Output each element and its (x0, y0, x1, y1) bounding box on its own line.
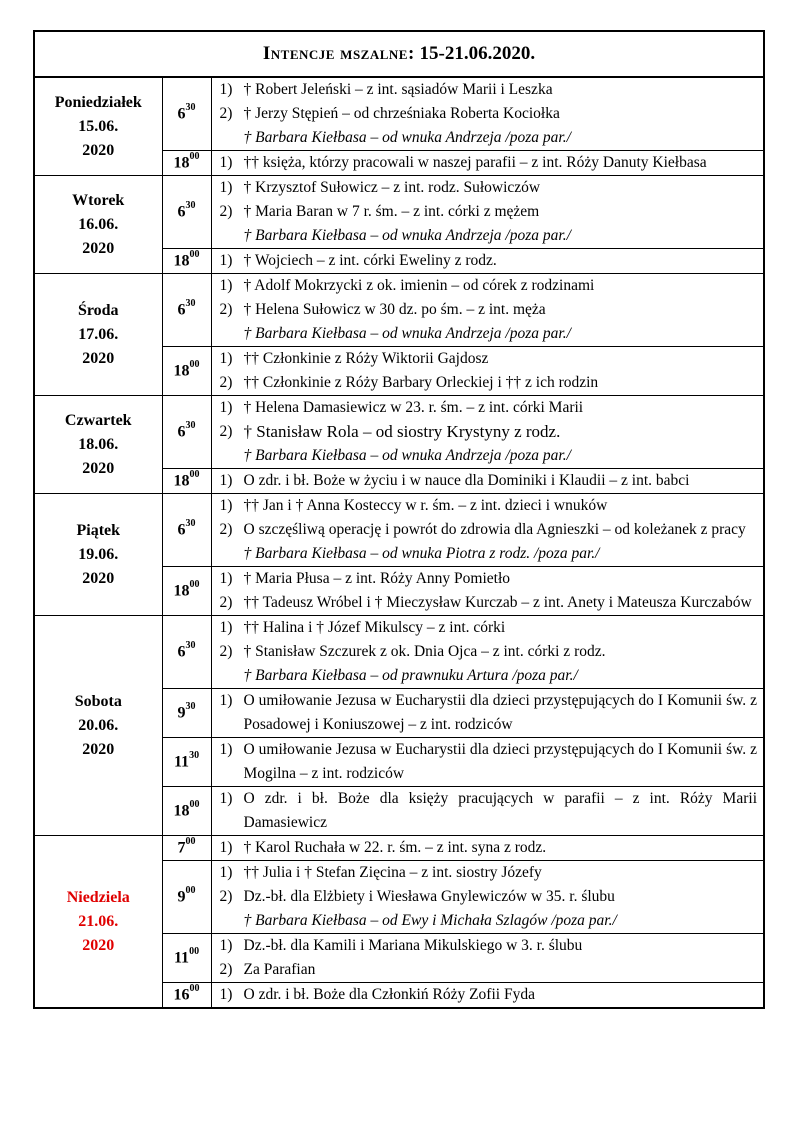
intention-number: 2) (219, 301, 233, 318)
mass-hour: 18 (173, 582, 190, 600)
mass-hour: 16 (173, 986, 190, 1004)
mass-minute: 00 (189, 579, 200, 591)
mass-time (162, 567, 211, 616)
mass-minute: 30 (185, 102, 196, 114)
day-cell (34, 494, 162, 616)
intentions-cell (211, 494, 764, 567)
intention-text: † Barbara Kiełbasa – od prawnuku Artura /poza par./ (243, 667, 578, 684)
intention-item (220, 274, 758, 298)
intentions-cell (211, 689, 764, 738)
day-date: 17.06. (78, 325, 119, 343)
mass-row (34, 396, 764, 469)
intention-text: † Helena Damasiewicz w 23. r. śm. – z int. córki Marii (243, 399, 584, 416)
intention-number: 2) (219, 374, 233, 391)
mass-minute: 30 (185, 640, 196, 652)
mass-hour: 6 (177, 203, 186, 221)
day-date: 16.06. (78, 215, 119, 233)
intention-number: 2) (219, 203, 233, 220)
mass-row (34, 176, 764, 249)
title-label: Intencje mszalne: (262, 43, 415, 64)
intentions-table (33, 30, 765, 1009)
mass-hour: 6 (177, 423, 186, 441)
intention-number: 1) (219, 790, 233, 807)
intention-text: O zdr. i bł. Boże dla księży pracujących w parafii – z int. Róży Marii Damasiewicz (243, 790, 757, 831)
mass-time (162, 176, 211, 249)
intention-number: 1) (219, 472, 233, 489)
day-year: 2020 (82, 936, 115, 954)
mass-time (162, 249, 211, 274)
intentions-cell (211, 861, 764, 934)
day-name: Czwartek (64, 411, 132, 429)
intention-text: † Barbara Kiełbasa – od wnuka Andrzeja /poza par./ (243, 129, 571, 146)
mass-minute: 00 (185, 836, 196, 848)
mass-hour: 18 (173, 362, 190, 380)
intentions-cell (211, 934, 764, 983)
intention-text: † Stanisław Szczurek z ok. Dnia Ojca – z int. córki z rodz. (243, 643, 606, 660)
mass-time (162, 77, 211, 151)
mass-hour: 9 (177, 704, 186, 722)
day-date: 18.06. (78, 435, 119, 453)
intention-text: †† Tadeusz Wróbel i † Mieczysław Kurczab – z int. Anety i Mateusza Kurczabów (243, 594, 752, 611)
mass-minute: 30 (185, 518, 196, 530)
mass-hour: 6 (177, 301, 186, 319)
intention-number: 1) (219, 399, 233, 416)
intention-number: 1) (219, 937, 233, 954)
intentions-cell (211, 616, 764, 689)
intention-number: 1) (219, 350, 233, 367)
intention-text: † Barbara Kiełbasa – od wnuka Andrzeja /poza par./ (243, 325, 571, 342)
intentions-cell (211, 983, 764, 1009)
intentions-cell (211, 738, 764, 787)
intentions-cell (211, 151, 764, 176)
title-date-range: 15-21.06.2020. (419, 43, 536, 64)
mass-hour: 7 (177, 839, 186, 857)
day-name: Poniedziałek (54, 93, 142, 111)
mass-time (162, 836, 211, 861)
mass-minute: 00 (189, 151, 200, 163)
mass-time (162, 151, 211, 176)
intention-item (220, 958, 758, 982)
intention-number: 2) (219, 594, 233, 611)
intention-item (220, 885, 758, 909)
intention-text: †† Halina i † Józef Mikulscy – z int. córki (243, 619, 506, 636)
mass-hour: 6 (177, 105, 186, 123)
intention-number: 2) (219, 888, 233, 905)
intention-number: 2) (219, 423, 233, 440)
intention-item (220, 371, 758, 395)
mass-minute: 00 (189, 249, 200, 261)
mass-row (34, 77, 764, 151)
intention-item (220, 126, 758, 150)
mass-row (34, 616, 764, 689)
intention-number: 1) (219, 81, 233, 98)
intention-item (220, 664, 758, 688)
intention-item (220, 983, 758, 1007)
mass-time (162, 347, 211, 396)
mass-hour: 11 (173, 753, 190, 771)
intention-number: 1) (219, 619, 233, 636)
day-date: 20.06. (78, 716, 119, 734)
intentions-cell (211, 77, 764, 151)
day-name: Sobota (74, 692, 122, 710)
intention-item (220, 836, 758, 860)
mass-time (162, 934, 211, 983)
day-cell (34, 396, 162, 494)
mass-time (162, 787, 211, 836)
mass-row (34, 274, 764, 347)
intention-text: † Barbara Kiełbasa – od wnuka Piotra z rodz. /poza par./ (243, 545, 600, 562)
intention-number: 1) (219, 252, 233, 269)
intention-text: Dz.-bł. dla Elżbiety i Wiesława Gnylewiczów w 35. r. ślubu (243, 888, 615, 905)
intention-number: 1) (219, 277, 233, 294)
intention-item (220, 102, 758, 126)
intention-number: 2) (219, 643, 233, 660)
intentions-cell (211, 836, 764, 861)
mass-hour: 18 (173, 472, 190, 490)
intention-text: † Jerzy Stępień – od chrześniaka Roberta Kociołka (243, 105, 560, 122)
mass-time (162, 616, 211, 689)
intention-item (220, 78, 758, 102)
intention-number: 1) (219, 692, 233, 709)
intention-number: 2) (219, 521, 233, 538)
day-name: Piątek (76, 521, 121, 539)
intention-item (220, 494, 758, 518)
mass-time (162, 689, 211, 738)
intentions-cell (211, 787, 764, 836)
intention-item (220, 420, 758, 444)
mass-time (162, 494, 211, 567)
intention-item (220, 469, 758, 493)
mass-minute: 00 (189, 946, 200, 958)
intention-item (220, 151, 758, 175)
mass-minute: 30 (185, 298, 196, 310)
day-cell (34, 176, 162, 274)
mass-time (162, 469, 211, 494)
day-cell (34, 616, 162, 836)
intention-text: † Barbara Kiełbasa – od wnuka Andrzeja /poza par./ (243, 227, 571, 244)
intention-text: †† księża, którzy pracowali w naszej parafii – z int. Róży Danuty Kiełbasa (243, 154, 707, 171)
mass-hour: 18 (173, 252, 190, 270)
intention-item (220, 640, 758, 664)
intention-number: 1) (219, 570, 233, 587)
intention-number: 2) (219, 105, 233, 122)
mass-minute: 00 (189, 359, 200, 371)
intention-text: † Robert Jeleński – z int. sąsiadów Marii i Leszka (243, 81, 553, 98)
intention-number: 1) (219, 497, 233, 514)
mass-time (162, 738, 211, 787)
intentions-cell (211, 347, 764, 396)
day-name: Wtorek (72, 191, 125, 209)
mass-minute: 00 (189, 799, 200, 811)
intention-text: O umiłowanie Jezusa w Eucharystii dla dzieci przystępujących do I Komunii św. z Mogilna – z int. rodziców (243, 741, 757, 782)
mass-time (162, 274, 211, 347)
intention-item (220, 347, 758, 371)
intention-text: O umiłowanie Jezusa w Eucharystii dla dzieci przystępujących do I Komunii św. z Posadowej i Koniuszowej – z int. rodziców (243, 692, 757, 733)
mass-hour: 6 (177, 643, 186, 661)
intention-number: 1) (219, 864, 233, 881)
intention-number: 1) (219, 179, 233, 196)
intention-item (220, 518, 758, 542)
intention-text: O zdr. i bł. Boże dla Członkiń Róży Zofii Fyda (243, 986, 535, 1003)
mass-hour: 11 (173, 949, 190, 967)
mass-minute: 30 (185, 701, 196, 713)
intentions-cell (211, 396, 764, 469)
mass-row (34, 494, 764, 567)
intention-text: † Barbara Kiełbasa – od Ewy i Michała Szlagów /poza par./ (243, 912, 617, 929)
intention-item (220, 909, 758, 933)
intention-text: †† Julia i † Stefan Zięcina – z int. siostry Józefy (243, 864, 542, 881)
intention-item (220, 738, 758, 786)
intention-item (220, 298, 758, 322)
intention-text: † Maria Płusa – z int. Róży Anny Pomietło (243, 570, 510, 587)
mass-minute: 30 (189, 750, 200, 762)
intention-item (220, 616, 758, 640)
intention-text: † Krzysztof Sułowicz – z int. rodz. Sułowiczów (243, 179, 541, 196)
mass-minute: 00 (185, 885, 196, 897)
mass-minute: 00 (189, 469, 200, 481)
intention-item (220, 249, 758, 273)
intention-item (220, 224, 758, 248)
mass-minute: 30 (185, 200, 196, 212)
intention-number: 1) (219, 839, 233, 856)
mass-hour: 6 (177, 521, 186, 539)
intention-text: † Karol Ruchała w 22. r. śm. – z int. syna z rodz. (243, 839, 547, 856)
day-date: 21.06. (78, 912, 119, 930)
day-year: 2020 (82, 349, 115, 367)
intention-item (220, 396, 758, 420)
intention-item (220, 591, 758, 615)
intentions-cell (211, 274, 764, 347)
intention-number: 1) (219, 154, 233, 171)
mass-time (162, 861, 211, 934)
intention-item (220, 861, 758, 885)
day-name: Środa (77, 301, 119, 319)
day-year: 2020 (82, 239, 115, 257)
intention-text: Za Parafian (243, 961, 316, 978)
intention-item (220, 176, 758, 200)
mass-time (162, 983, 211, 1009)
mass-hour: 18 (173, 802, 190, 820)
intention-item (220, 444, 758, 468)
intention-text: O szczęśliwą operację i powrót do zdrowia dla Agnieszki – od koleżanek z pracy (243, 521, 746, 538)
intention-text: † Helena Sułowicz w 30 dz. po śm. – z int. męża (243, 301, 546, 318)
intentions-cell (211, 176, 764, 249)
intention-item (220, 567, 758, 591)
day-date: 15.06. (78, 117, 119, 135)
intention-text: †† Jan i † Anna Kosteccy w r. śm. – z int. dzieci i wnuków (243, 497, 608, 514)
day-cell (34, 77, 162, 176)
intention-number: 1) (219, 741, 233, 758)
mass-minute: 00 (189, 983, 200, 995)
intention-text: † Barbara Kiełbasa – od wnuka Andrzeja /poza par./ (243, 447, 571, 464)
day-date: 19.06. (78, 545, 119, 563)
intention-item (220, 787, 758, 835)
intention-item (220, 689, 758, 737)
intention-item (220, 934, 758, 958)
page-title (34, 31, 764, 77)
intention-text: † Maria Baran w 7 r. śm. – z int. córki z mężem (243, 203, 540, 220)
intentions-cell (211, 249, 764, 274)
day-name: Niedziela (66, 888, 130, 906)
intention-text: O zdr. i bł. Boże w życiu i w nauce dla Dominiki i Klaudii – z int. babci (243, 472, 690, 489)
day-cell (34, 836, 162, 1009)
day-year: 2020 (82, 569, 115, 587)
intention-text: †† Członkinie z Róży Barbary Orleckiej i †† z ich rodzin (243, 374, 599, 391)
title-row (34, 31, 764, 77)
mass-time (162, 396, 211, 469)
intention-number: 2) (219, 961, 233, 978)
day-year: 2020 (82, 141, 115, 159)
intentions-cell (211, 469, 764, 494)
intention-text: †† Członkinie z Róży Wiktorii Gajdosz (243, 350, 489, 367)
intention-number: 1) (219, 986, 233, 1003)
mass-row (34, 836, 764, 861)
day-cell (34, 274, 162, 396)
day-year: 2020 (82, 459, 115, 477)
intention-item (220, 542, 758, 566)
intention-item (220, 200, 758, 224)
intentions-cell (211, 567, 764, 616)
intention-text: † Adolf Mokrzycki z ok. imienin – od córek z rodzinami (243, 277, 595, 294)
day-year: 2020 (82, 740, 115, 758)
intention-text: Dz.-bł. dla Kamili i Mariana Mikulskiego w 3. r. ślubu (243, 937, 583, 954)
intention-text: † Wojciech – z int. córki Eweliny z rodz. (243, 252, 497, 269)
mass-hour: 18 (173, 154, 190, 172)
intention-item (220, 322, 758, 346)
mass-minute: 30 (185, 420, 196, 432)
mass-hour: 9 (177, 888, 186, 906)
intention-text: † Stanisław Rola – od siostry Krystyny z rodz. (243, 422, 561, 441)
